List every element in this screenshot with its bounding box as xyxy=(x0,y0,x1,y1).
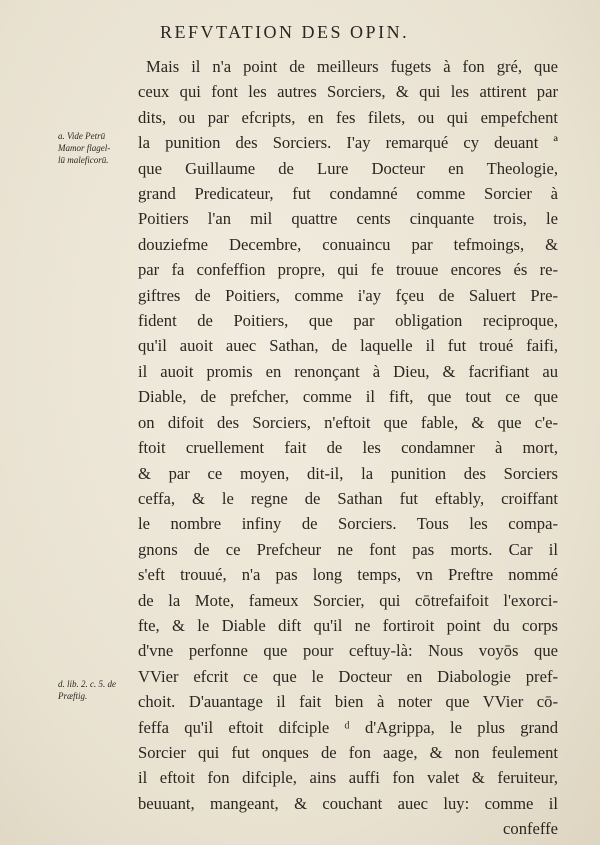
marginal-note-line: Mamor flagel- xyxy=(58,143,111,153)
text-line: s'eft trouué, n'a pas long temps, vn Preftre nommé xyxy=(138,565,558,585)
catchword: confeffe xyxy=(503,819,558,839)
text-line: douziefme Decembre, conuaincu par tefmoings, & xyxy=(138,234,558,254)
marginal-note-line: a. Vide Petrū xyxy=(58,131,106,141)
running-head: REFVTATION DES OPIN. xyxy=(160,22,410,42)
marginal-note-d xyxy=(58,678,140,702)
text-line: gnons de ce Prefcheur ne font pas morts. Car il xyxy=(138,539,558,559)
text-line: d'vne perfonne que pour ceftuy-là: Nous voyōs que xyxy=(138,641,558,661)
text-line: fte, & le Diable dift qu'il ne fortiroit point du corps xyxy=(138,615,558,635)
text-line: & par ce moyen, dit-il, la punition des Sorciers xyxy=(138,463,558,483)
text-line: ftoit cruellement fait de les condamner à mort, xyxy=(138,438,558,458)
marginal-note-line: d. lib. 2. c. 5. de xyxy=(58,679,116,689)
marginal-note-line: lū maleficorū. xyxy=(58,155,109,165)
text-line: feffa qu'il eftoit difciple ᵈ d'Agrippa, le plus grand xyxy=(138,717,558,737)
text-line: giftres de Poitiers, comme i'ay fçeu de Saluert Pre- xyxy=(138,285,558,305)
text-line: la punition des Sorciers. I'ay remarqué cy deuant ª xyxy=(138,133,558,153)
text-line: ceffa, & le regne de Sathan fut eftably, croiffant xyxy=(138,488,558,508)
text-line: VVier efcrit ce que le Docteur en Diabologie pref- xyxy=(138,666,558,686)
body-text xyxy=(138,54,558,842)
text-line: choit. D'auantage il fait bien à noter que VVier cō- xyxy=(138,692,558,712)
text-line: il auoit promis en renonçant à Dieu, & facrifiant au xyxy=(138,361,558,381)
text-line: que Guillaume de Lure Docteur en Theologie, xyxy=(138,158,558,178)
text-line: dits, ou par efcripts, en fes filets, ou qui empefchent xyxy=(138,107,558,127)
text-line: fident de Poitiers, que par obligation reciproque, xyxy=(138,311,558,331)
text-line: de la Mote, fameux Sorcier, qui cōtrefaifoit l'exorci- xyxy=(138,590,558,610)
text-line: grand Predicateur, fut condamné comme Sorcier à xyxy=(138,184,558,204)
text-line: beuuant, mangeant, & couchant auec luy: comme il xyxy=(138,793,558,813)
text-line: par fa confeffion propre, qui fe trouue encores és re- xyxy=(138,260,558,280)
text-line: ceux qui font les autres Sorciers, & qui les attirent par xyxy=(138,82,558,102)
marginal-note-line: Præftig. xyxy=(58,691,88,701)
text-line: qu'il auoit auec Sathan, de laquelle il fut troué faifi, xyxy=(138,336,558,356)
text-line: le nombre infiny de Sorciers. Tous les compa- xyxy=(138,514,558,534)
marginal-note-a xyxy=(58,130,140,166)
text-line: il eftoit fon difciple, ains auffi fon valet & feruiteur, xyxy=(138,768,558,788)
text-line: Diable, de prefcher, comme il fift, que tout ce que xyxy=(138,387,558,407)
text-line: on difoit des Sorciers, n'eftoit que fable, & que c'e- xyxy=(138,412,558,432)
text-line: Poitiers l'an mil quattre cents cinquante trois, le xyxy=(138,209,558,229)
text-line: Mais il n'a point de meilleurs fugets à fon gré, que xyxy=(146,57,558,76)
text-line: Sorcier qui fut onques de fon aage, & non feulement xyxy=(138,742,558,762)
